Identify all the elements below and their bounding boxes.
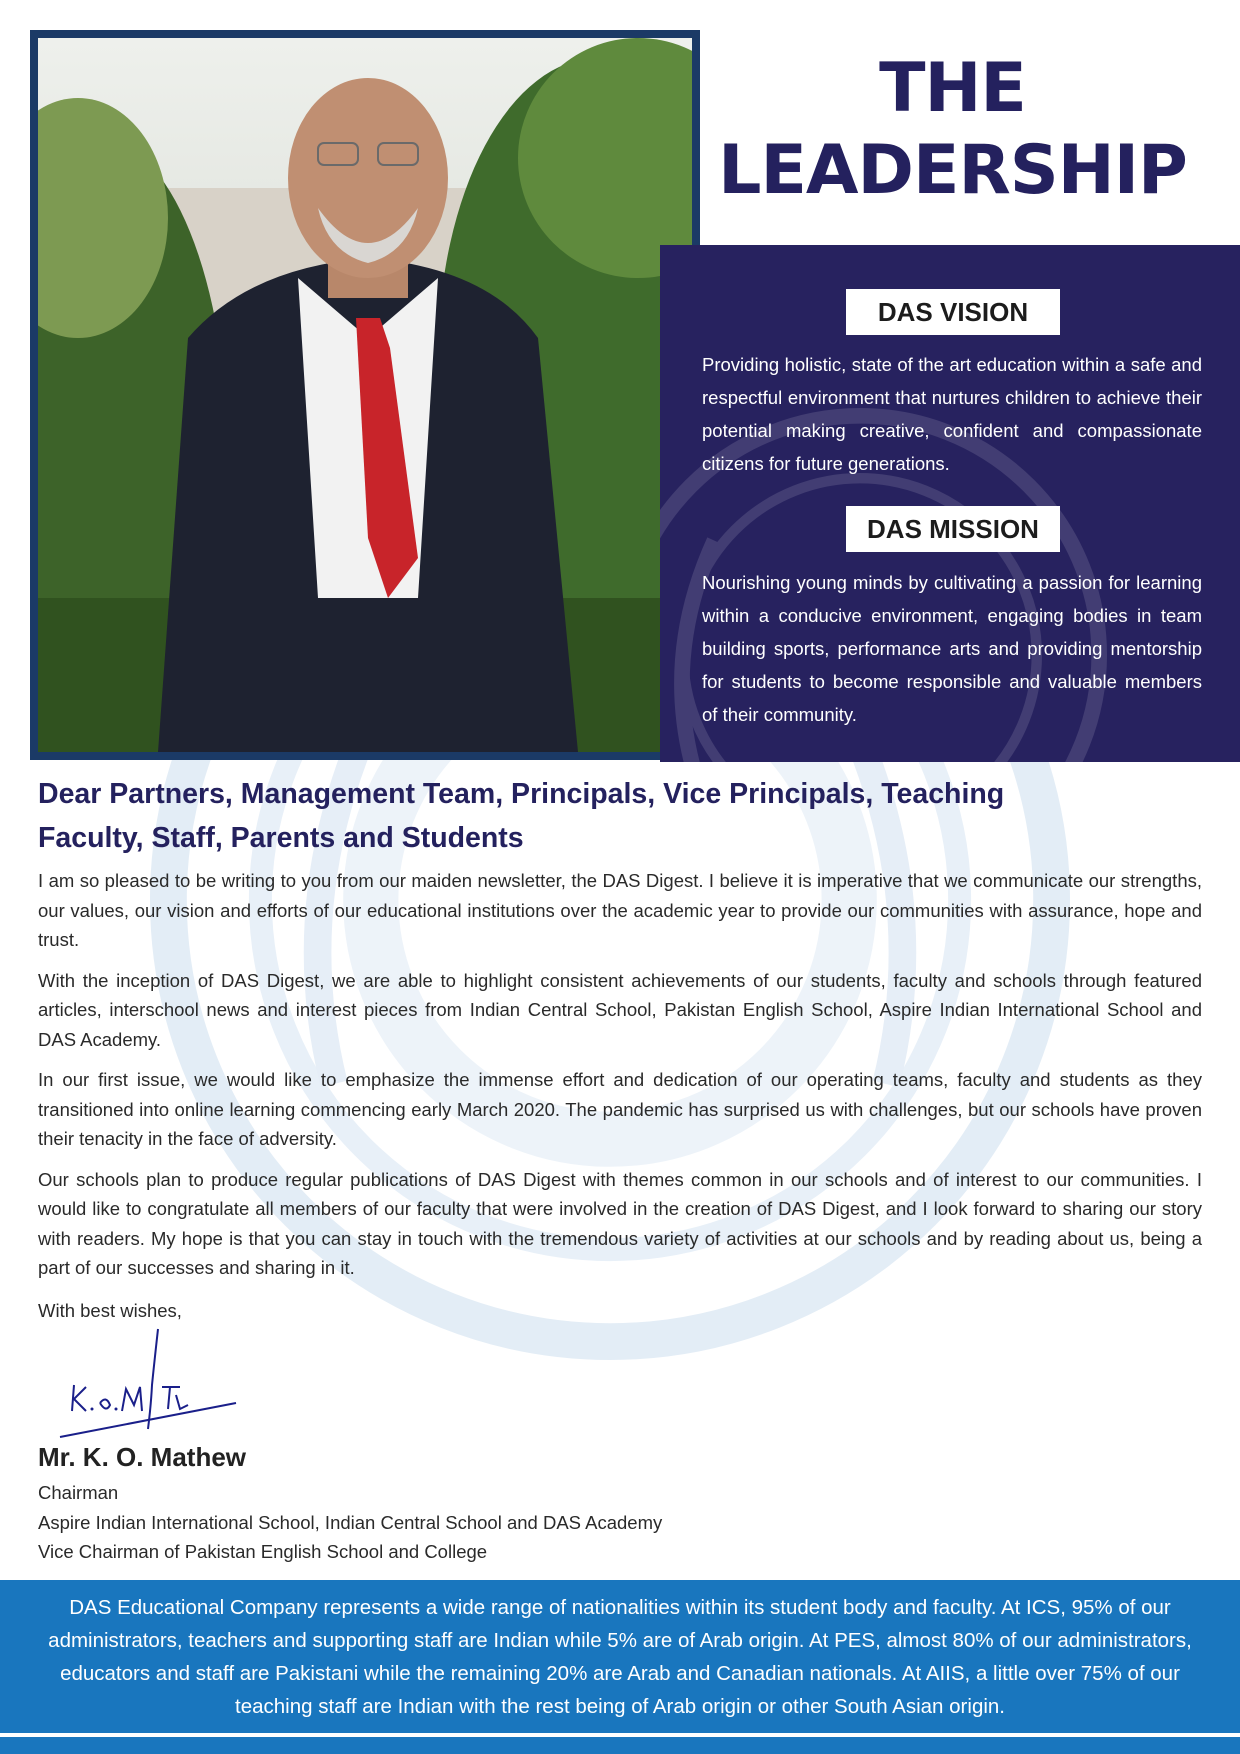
page-title-line1: THE [879,49,1026,128]
letter-signoff: With best wishes, [38,1300,182,1321]
page-title [700,48,1205,212]
footer-band [0,1580,1240,1733]
vision-mission-panel [660,245,1240,762]
mission-text: Nourishing young minds by cultivating a passion for learning within a conducive environment, engaging bodies in team building sports, performance arts and providing mentorship for students to become responsible and valuable members of their community. [702,572,1202,725]
letter-greeting: Dear Partners, Management Team, Principals, Vice Principals, Teaching Faculty, Staff, Parents and Students [38,778,1005,854]
signer-name: Mr. K. O. Mathew [38,1442,247,1472]
vision-heading: DAS VISION [846,289,1060,335]
letter-paragraph: In our first issue, we would like to emphasize the immense effort and dedication of our operating teams, faculty and students as they transitioned into online learning commencing early March 2020. The pandemic has surprised us with challenges, but our schools have proven their tenacity in the face of adversity. [38,1069,1202,1149]
signer-role: Chairman [38,1482,119,1503]
footer-stripe [0,1737,1240,1754]
letter-paragraph: With the inception of DAS Digest, we are able to highlight consistent achievements of our students, faculty and schools through featured articles, interschool news and interest pieces from Indian Central School, Pakistan English School, Aspire Indian International School and DAS Academy. [38,969,1202,1050]
signer-org-line2: Vice Chairman of Pakistan English School and College [38,1541,488,1562]
mission-heading: DAS MISSION [846,506,1060,552]
letter-paragraph: I am so pleased to be writing to you from our maiden newsletter, the DAS Digest. I believe it is imperative that we communicate our strengths, our values, our vision and efforts of our educational institutions over the academic year to provide our communities with assurance, hope and trust. [38,870,1202,950]
vision-text: Providing holistic, state of the art education within a safe and respectful environment that nurtures children to achieve their potential making creative, confident and compassionate citizens for future generations. [702,354,1202,474]
chairman-photo [30,30,700,760]
signer-details [38,1478,662,1567]
signature-image [56,1325,246,1440]
letter-body [38,866,1202,1294]
signer-org-line1: Aspire Indian International School, Indian Central School and DAS Academy [38,1511,663,1533]
letter-paragraph: Our schools plan to produce regular publications of DAS Digest with themes common in our schools and of interest to our communities. I would like to congratulate all members of our faculty that were involved in the creation of DAS Digest, and I look forward to sharing our story with readers. My hope is that you can stay in touch with the tremendous variety of activities at our schools and by reading about us, being a part of our successes and sharing in it. [38,1168,1202,1278]
footer-text: DAS Educational Company represents a wide range of nationalities within its student body and faculty. At ICS, 95% of our administrators, teachers and supporting staff are Indian while 5% are of Arab origin. At PES, almost 80% of our administrators, educators and staff are Pakistani while the remaining 20% are Arab and Canadian nationals. At AIIS, a little over 75% of our teaching staff are Indian with the rest being of Arab origin or other South Asian origin. [48,1596,1192,1718]
page-title-line2: LEADERSHIP [718,131,1187,210]
